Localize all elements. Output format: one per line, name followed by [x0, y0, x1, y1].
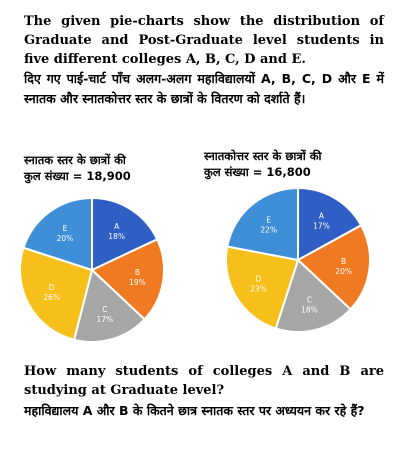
pie2-slice-a-name: A [318, 211, 324, 221]
pie2-slice-d-name: D [255, 274, 262, 284]
postgraduate-chart-title-line1: स्नातकोत्तर स्तर के छात्रों की [204, 149, 322, 163]
ask-hindi: महाविद्यालय A और B के कितने छात्र स्नातक स्तर पर अध्ययन कर रहे हैं? [24, 403, 365, 418]
graduate-chart-title-line1: स्नातक स्तर के छात्रों की [24, 153, 126, 167]
postgraduate-pie-chart [218, 180, 378, 340]
postgraduate-chart-title-line2: कुल संख्या = 16,800 [204, 165, 311, 179]
pie1-slice-c-value: 17% [96, 315, 114, 325]
pie2-slice-e [227, 188, 298, 260]
question-hindi: दिए गए पाई-चार्ट पाँच अलग-अलग महाविद्यालयों A, B, C, D और E में स्नातक और स्नातकोत्तर स्तर के छात्रों के वितरण को दर्शाते हैं। [24, 71, 384, 106]
pie1-slice-b-name: B [134, 268, 141, 278]
pie2-slice-b-value: 20% [335, 266, 352, 276]
pie2-slice-d-value: 23% [250, 284, 267, 294]
pie1-slice-d-value: 26% [43, 293, 61, 303]
pie2-slice-e-value: 22% [260, 225, 278, 235]
pie1-slice-d-name: D [48, 283, 55, 293]
ask-english: How many students of colleges A and B are studying at Graduate level? [24, 364, 384, 398]
pie1-slice-b-value: 19% [129, 278, 146, 288]
pie2-slice-c-value: 18% [301, 305, 318, 315]
graduate-pie-chart [12, 190, 172, 350]
graduate-chart-title-line2: कुल संख्या = 18,900 [24, 169, 131, 183]
pie1-slice-a-name: A [114, 222, 120, 232]
question-english: The given pie-charts show the distribution of Graduate and Post-Graduate level students in five different colleges A, B, C, D and E. [24, 14, 384, 67]
pie1-slice-c-name: C [102, 305, 108, 315]
graduate-chart-title [24, 152, 194, 184]
pie1-slice-a-value: 18% [108, 232, 125, 242]
pie2-slice-b-name: B [341, 256, 347, 266]
pie1-slice-e-name: E [62, 223, 68, 233]
pie2-slice-c-name: C [306, 295, 313, 305]
postgraduate-chart-title [204, 148, 374, 180]
pie1-slice-e-value: 20% [56, 233, 74, 243]
pie2-slice-e-name: E [266, 215, 272, 225]
pie2-slice-a-value: 17% [313, 221, 330, 231]
